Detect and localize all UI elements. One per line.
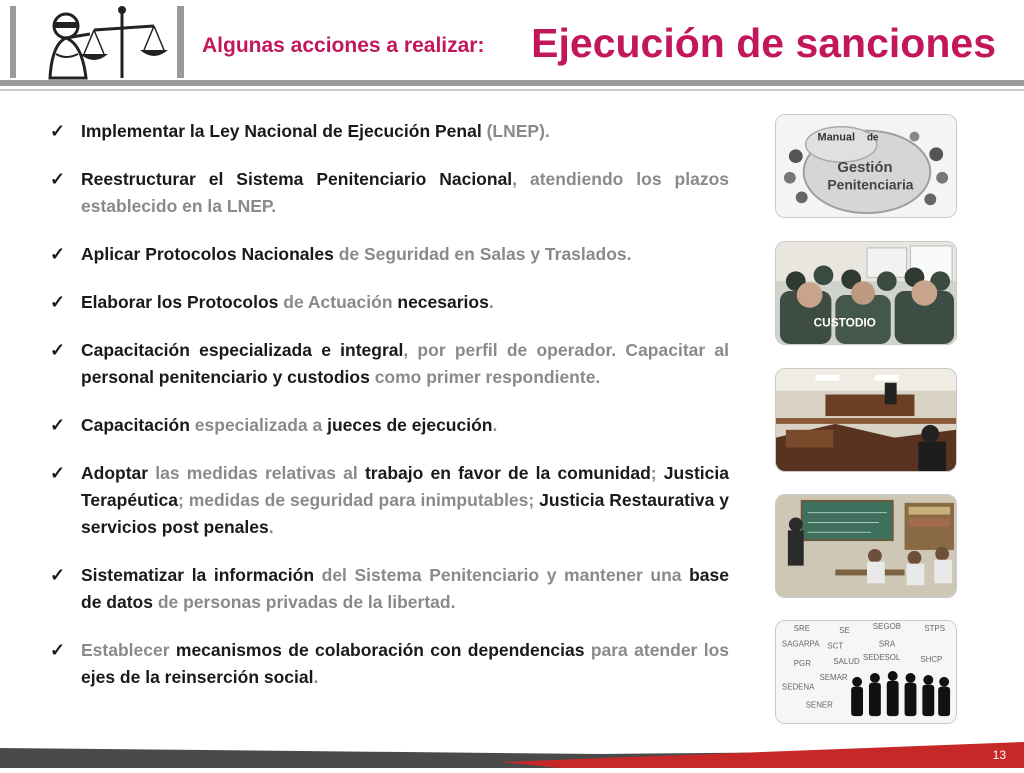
checkmark-icon: ✓ bbox=[50, 292, 66, 312]
courtroom-image bbox=[775, 368, 957, 472]
slide-subtitle: Algunas acciones a realizar: bbox=[202, 34, 485, 57]
action-item bbox=[48, 337, 729, 391]
agency-label: SEGOB bbox=[872, 621, 901, 631]
page-number: 13 bbox=[992, 748, 1006, 762]
action-item-text: ; bbox=[650, 463, 664, 483]
action-item-text: Implementar la Ley Nacional de Ejecución Penal bbox=[81, 121, 487, 141]
custodians-training-image bbox=[775, 241, 957, 345]
agency-label: SEMAR bbox=[819, 672, 848, 682]
action-item-text: ejes de la reinserción social bbox=[81, 667, 314, 687]
action-item-text: Justicia Restaurativa y servicios post penales bbox=[81, 490, 730, 537]
action-item-text: Sistematizar la información bbox=[81, 565, 322, 585]
action-item-text: ; medidas de seguridad para inimputables; bbox=[177, 490, 540, 510]
action-item-text: base de datos bbox=[81, 565, 729, 612]
action-item bbox=[48, 241, 729, 268]
checkmark-icon: ✓ bbox=[50, 169, 66, 189]
action-item-text: . bbox=[492, 415, 498, 435]
checkmark-icon: ✓ bbox=[50, 640, 66, 660]
checkmark-icon: ✓ bbox=[50, 415, 66, 435]
action-item bbox=[48, 118, 729, 145]
footer-band bbox=[0, 728, 1024, 768]
action-item-text: de Seguridad en Salas y Traslados. bbox=[338, 244, 632, 264]
action-item-text: necesarios bbox=[397, 292, 489, 312]
classroom-image bbox=[775, 494, 957, 598]
action-item-text: Reestructurar el Sistema Penitenciario Nacional bbox=[81, 169, 513, 189]
action-item bbox=[48, 562, 729, 616]
action-item-text: Adoptar bbox=[81, 463, 156, 483]
justice-scales-icon bbox=[26, 4, 176, 82]
action-item-text: de Actuación bbox=[283, 292, 398, 312]
action-item-text: mecanismos de colaboración con dependencias bbox=[175, 640, 591, 660]
action-item bbox=[48, 412, 729, 439]
action-item-text: para atender los bbox=[590, 640, 729, 660]
action-item-text: , por perfil de operador. Capacitar al bbox=[403, 340, 729, 360]
checkmark-icon: ✓ bbox=[50, 463, 66, 483]
checkmark-icon: ✓ bbox=[50, 565, 66, 585]
action-item bbox=[48, 637, 729, 691]
action-item-text: las medidas relativas al bbox=[155, 463, 365, 483]
agency-label: SENER bbox=[805, 700, 833, 710]
agencies-collaboration-image bbox=[775, 620, 957, 724]
action-item-text: (LNEP). bbox=[486, 121, 550, 141]
manual-text-line1: Manual bbox=[817, 131, 856, 144]
checkmark-icon: ✓ bbox=[50, 244, 66, 264]
action-item-text: de personas privadas de la libertad. bbox=[157, 592, 456, 612]
action-item-text: Capacitación especializada e integral bbox=[81, 340, 404, 360]
action-item-text: Elaborar los Protocolos bbox=[81, 292, 284, 312]
action-item-text: personal penitenciario y custodios bbox=[81, 367, 375, 387]
action-list bbox=[48, 118, 729, 712]
action-item-text: , atendiendo los plazos establecido en la LNEP. bbox=[81, 169, 729, 216]
manual-text-line2: de bbox=[866, 132, 879, 144]
action-item-text: . bbox=[268, 517, 274, 537]
agency-label: SAGARPA bbox=[781, 639, 820, 649]
action-item bbox=[48, 289, 729, 316]
action-item-text: Establecer bbox=[81, 640, 176, 660]
action-item-text: . bbox=[313, 667, 319, 687]
header-right-bar bbox=[177, 6, 184, 78]
action-item-text: como primer respondiente. bbox=[374, 367, 601, 387]
header-left-bar bbox=[10, 6, 16, 78]
agency-label: SE bbox=[839, 625, 850, 635]
action-item-text: Capacitación bbox=[81, 415, 195, 435]
agency-label: SEDENA bbox=[781, 682, 815, 692]
action-item-text: trabajo en favor de la comunidad bbox=[364, 463, 651, 483]
checkmark-icon: ✓ bbox=[50, 340, 66, 360]
agency-label: PGR bbox=[793, 659, 811, 669]
checkmark-icon: ✓ bbox=[50, 121, 66, 141]
agency-label: SHCP bbox=[920, 655, 943, 665]
manual-text-line3: Gestión bbox=[837, 159, 893, 176]
custodio-label: CUSTODIO bbox=[813, 315, 876, 330]
action-item bbox=[48, 166, 729, 220]
agency-label: SALUD bbox=[833, 657, 860, 667]
agency-label: SEDESOL bbox=[863, 653, 901, 663]
agency-label: SRA bbox=[878, 639, 896, 649]
agency-label: SCT bbox=[827, 641, 844, 651]
action-item-text: . bbox=[488, 292, 494, 312]
slide-title: Ejecución de sanciones bbox=[531, 20, 996, 66]
action-item-text: Justicia Terapéutica bbox=[81, 463, 729, 510]
action-item-text: del Sistema Penitenciario y mantener una bbox=[321, 565, 690, 585]
header-underline-thin bbox=[0, 89, 1024, 91]
action-item-text: jueces de ejecución bbox=[327, 415, 493, 435]
agency-label: SRE bbox=[793, 623, 811, 633]
manual-gestion-image bbox=[775, 114, 957, 218]
action-item-text: Aplicar Protocolos Nacionales bbox=[81, 244, 339, 264]
manual-text-line4: Penitenciaria bbox=[827, 177, 914, 193]
action-item-text: especializada a bbox=[194, 415, 328, 435]
agency-label: STPS bbox=[924, 623, 945, 633]
action-item bbox=[48, 460, 729, 541]
